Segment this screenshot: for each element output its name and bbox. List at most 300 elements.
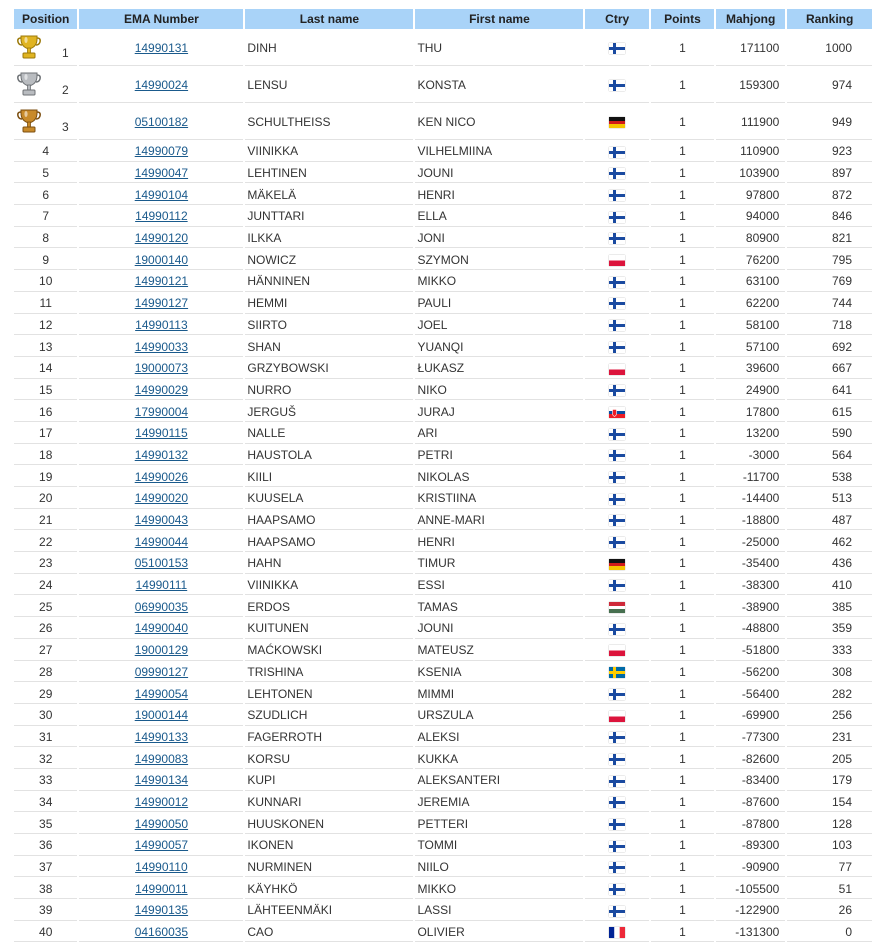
country-cell <box>585 381 649 401</box>
ranking-cell: 256 <box>787 706 872 726</box>
header-ranking[interactable]: Ranking <box>787 9 872 29</box>
first-name-cell: KRISTIINA <box>415 489 583 509</box>
ranking-cell: 615 <box>787 402 872 422</box>
first-name-cell: JONI <box>415 229 583 249</box>
country-cell <box>585 446 649 466</box>
points-cell: 1 <box>651 424 714 444</box>
table-row <box>14 446 872 466</box>
last-name-cell: JUNTTARI <box>245 207 413 227</box>
ranking-table <box>12 7 874 944</box>
last-name-cell: VIINIKKA <box>245 142 413 162</box>
position-cell: 11 <box>14 294 77 314</box>
ranking-cell: 744 <box>787 294 872 314</box>
fi-flag-icon <box>609 841 625 852</box>
points-cell: 1 <box>651 554 714 574</box>
fi-flag-icon <box>609 212 625 223</box>
ema-number-link[interactable]: 14990127 <box>134 296 189 311</box>
country-cell <box>585 684 649 704</box>
points-cell: 1 <box>651 771 714 791</box>
last-name-cell: NURMINEN <box>245 858 413 878</box>
ema-number-link[interactable]: 19000140 <box>134 252 189 267</box>
fi-flag-icon <box>609 342 625 353</box>
position-number: 3 <box>62 120 69 134</box>
country-cell <box>585 879 649 899</box>
table-row <box>14 684 872 704</box>
country-cell <box>585 185 649 205</box>
first-name-cell: KEN NICO <box>415 105 583 140</box>
points-cell: 1 <box>651 105 714 140</box>
ema-number-cell <box>79 814 243 834</box>
table-row <box>14 402 872 422</box>
first-name-cell: HENRI <box>415 532 583 552</box>
table-row <box>14 532 872 552</box>
position-cell: 21 <box>14 511 77 531</box>
first-name-cell: MIMMI <box>415 684 583 704</box>
mahjong-cell: 76200 <box>716 250 785 270</box>
points-cell: 1 <box>651 814 714 834</box>
table-row <box>14 316 872 336</box>
pl-flag-icon <box>609 711 625 722</box>
ema-number-cell <box>79 467 243 487</box>
header-points[interactable]: Points <box>651 9 714 29</box>
ranking-cell: 769 <box>787 272 872 292</box>
ema-number-link[interactable]: 14990079 <box>134 144 189 159</box>
points-cell: 1 <box>651 31 714 66</box>
country-cell <box>585 706 649 726</box>
ranking-cell: 436 <box>787 554 872 574</box>
ema-number-link[interactable]: 14990121 <box>134 274 189 289</box>
fi-flag-icon <box>609 797 625 808</box>
last-name-cell: LEHTONEN <box>245 684 413 704</box>
ema-number-link[interactable]: 14990050 <box>134 816 189 831</box>
ranking-cell: 821 <box>787 229 872 249</box>
position-cell: 33 <box>14 771 77 791</box>
last-name-cell: HAAPSAMO <box>245 511 413 531</box>
mahjong-cell: -90900 <box>716 858 785 878</box>
first-name-cell: OLIVIER <box>415 923 583 943</box>
header-last-name[interactable]: Last name <box>245 9 413 29</box>
ema-number-link[interactable]: 14990083 <box>134 751 189 766</box>
table-row <box>14 923 872 943</box>
ema-number-cell <box>79 31 243 66</box>
ema-number-link[interactable]: 14990020 <box>134 491 189 506</box>
ema-number-cell <box>79 142 243 162</box>
first-name-cell: MATEUSZ <box>415 641 583 661</box>
position-number: 1 <box>62 46 69 60</box>
first-name-cell: LASSI <box>415 901 583 921</box>
position-cell: 32 <box>14 749 77 769</box>
fi-flag-icon <box>609 580 625 591</box>
fi-flag-icon <box>609 429 625 440</box>
ema-number-link[interactable]: 14990104 <box>134 187 189 202</box>
position-cell: 29 <box>14 684 77 704</box>
ema-number-link[interactable]: 14990040 <box>134 621 189 636</box>
ema-number-cell <box>79 250 243 270</box>
position-cell <box>14 31 77 66</box>
ema-number-cell <box>79 836 243 856</box>
ranking-cell: 692 <box>787 337 872 357</box>
table-row <box>14 424 872 444</box>
fi-flag-icon <box>609 450 625 461</box>
table-row <box>14 554 872 574</box>
mahjong-cell: -18800 <box>716 511 785 531</box>
position-cell: 39 <box>14 901 77 921</box>
ema-number-cell <box>79 663 243 683</box>
points-cell: 1 <box>651 663 714 683</box>
points-cell: 1 <box>651 68 714 103</box>
ema-number-cell <box>79 706 243 726</box>
first-name-cell: JOUNI <box>415 619 583 639</box>
fi-flag-icon <box>609 754 625 765</box>
table-row <box>14 663 872 683</box>
ema-number-link[interactable]: 14990115 <box>135 426 188 441</box>
points-cell: 1 <box>651 619 714 639</box>
ema-number-link[interactable]: 14990135 <box>134 903 189 918</box>
mahjong-cell: -51800 <box>716 641 785 661</box>
last-name-cell: MAĆKOWSKI <box>245 641 413 661</box>
first-name-cell: ELLA <box>415 207 583 227</box>
table-row <box>14 641 872 661</box>
first-name-cell: SZYMON <box>415 250 583 270</box>
mahjong-cell: 39600 <box>716 359 785 379</box>
last-name-cell: KÄYHKÖ <box>245 879 413 899</box>
ema-number-link[interactable]: 05100182 <box>134 115 189 129</box>
last-name-cell: TRISHINA <box>245 663 413 683</box>
ranking-cell: 77 <box>787 858 872 878</box>
position-cell: 27 <box>14 641 77 661</box>
table-row <box>14 511 872 531</box>
last-name-cell: HEMMI <box>245 294 413 314</box>
points-cell: 1 <box>651 489 714 509</box>
table-row <box>14 706 872 726</box>
points-cell: 1 <box>651 901 714 921</box>
mahjong-cell: 13200 <box>716 424 785 444</box>
ema-number-cell <box>79 728 243 748</box>
fi-flag-icon <box>609 537 625 548</box>
position-cell: 23 <box>14 554 77 574</box>
ranking-cell: 282 <box>787 684 872 704</box>
ema-number-link[interactable]: 19000129 <box>134 643 189 658</box>
country-cell <box>585 576 649 596</box>
position-cell: 7 <box>14 207 77 227</box>
ema-number-cell <box>79 207 243 227</box>
ema-number-link[interactable]: 14990033 <box>134 339 189 354</box>
ema-number-link[interactable]: 19000144 <box>134 708 189 723</box>
position-cell: 28 <box>14 663 77 683</box>
ema-number-link[interactable]: 14990044 <box>134 534 189 549</box>
ema-number-link[interactable]: 04160035 <box>134 925 189 940</box>
last-name-cell: FAGERROTH <box>245 728 413 748</box>
table-row <box>14 858 872 878</box>
table-row <box>14 489 872 509</box>
first-name-cell: MIKKO <box>415 272 583 292</box>
first-name-cell: URSZULA <box>415 706 583 726</box>
last-name-cell: ILKKA <box>245 229 413 249</box>
ranking-cell: 462 <box>787 532 872 552</box>
country-cell <box>585 68 649 103</box>
ranking-cell: 333 <box>787 641 872 661</box>
ema-number-cell <box>79 641 243 661</box>
ema-number-link[interactable]: 14990111 <box>135 578 188 593</box>
ranking-cell: 359 <box>787 619 872 639</box>
points-cell: 1 <box>651 836 714 856</box>
last-name-cell: KUUSELA <box>245 489 413 509</box>
country-cell <box>585 814 649 834</box>
mahjong-cell: 63100 <box>716 272 785 292</box>
mahjong-cell: -82600 <box>716 749 785 769</box>
country-cell <box>585 272 649 292</box>
position-cell: 37 <box>14 858 77 878</box>
country-cell <box>585 359 649 379</box>
pl-flag-icon <box>609 364 625 375</box>
fi-flag-icon <box>609 80 625 91</box>
fi-flag-icon <box>609 385 625 396</box>
country-cell <box>585 207 649 227</box>
table-row <box>14 728 872 748</box>
ema-number-link[interactable]: 14990054 <box>134 686 189 701</box>
ema-number-cell <box>79 576 243 596</box>
points-cell: 1 <box>651 446 714 466</box>
last-name-cell: VIINIKKA <box>245 576 413 596</box>
fi-flag-icon <box>609 147 625 158</box>
mahjong-cell: -87800 <box>716 814 785 834</box>
fi-flag-icon <box>609 277 625 288</box>
country-cell <box>585 858 649 878</box>
ema-number-link[interactable]: 14990112 <box>135 209 188 224</box>
ema-number-link[interactable]: 09990127 <box>134 664 189 679</box>
ranking-cell: 26 <box>787 901 872 921</box>
ema-number-cell <box>79 597 243 617</box>
ema-number-link[interactable]: 14990110 <box>135 860 188 875</box>
ema-number-cell <box>79 316 243 336</box>
country-cell <box>585 337 649 357</box>
country-cell <box>585 511 649 531</box>
points-cell: 1 <box>651 728 714 748</box>
ema-number-link[interactable]: 06990035 <box>134 599 189 614</box>
header-position[interactable]: Position <box>14 9 77 29</box>
table-row <box>14 836 872 856</box>
ema-number-link[interactable]: 14990133 <box>134 729 189 744</box>
country-cell <box>585 316 649 336</box>
last-name-cell: HAUSTOLA <box>245 446 413 466</box>
country-cell <box>585 663 649 683</box>
last-name-cell: LENSU <box>245 68 413 103</box>
mahjong-cell: -48800 <box>716 619 785 639</box>
position-cell <box>14 68 77 103</box>
fi-flag-icon <box>609 862 625 873</box>
ema-number-cell <box>79 446 243 466</box>
ema-number-cell <box>79 185 243 205</box>
position-cell <box>14 105 77 140</box>
fi-flag-icon <box>609 168 625 179</box>
ranking-cell: 410 <box>787 576 872 596</box>
mahjong-cell: 110900 <box>716 142 785 162</box>
ranking-cell: 487 <box>787 511 872 531</box>
mahjong-cell: -56400 <box>716 684 785 704</box>
position-cell: 12 <box>14 316 77 336</box>
first-name-cell: PETRI <box>415 446 583 466</box>
ema-number-link[interactable]: 14990024 <box>134 78 189 92</box>
ema-number-link[interactable]: 14990047 <box>134 166 189 181</box>
points-cell: 1 <box>651 359 714 379</box>
last-name-cell: HUUSKONEN <box>245 814 413 834</box>
ema-number-link[interactable]: 14990134 <box>134 773 189 788</box>
first-name-cell: THU <box>415 31 583 66</box>
mahjong-cell: 97800 <box>716 185 785 205</box>
points-cell: 1 <box>651 532 714 552</box>
points-cell: 1 <box>651 858 714 878</box>
ranking-cell: 667 <box>787 359 872 379</box>
table-row <box>14 359 872 379</box>
mahjong-cell: 94000 <box>716 207 785 227</box>
country-cell <box>585 489 649 509</box>
mahjong-cell: -122900 <box>716 901 785 921</box>
ema-number-cell <box>79 164 243 184</box>
ema-number-link[interactable]: 14990029 <box>134 382 189 397</box>
ema-number-cell <box>79 532 243 552</box>
last-name-cell: DINH <box>245 31 413 66</box>
table-row <box>14 229 872 249</box>
mahjong-cell: -89300 <box>716 836 785 856</box>
last-name-cell: HAHN <box>245 554 413 574</box>
ranking-cell: 179 <box>787 771 872 791</box>
first-name-cell: ESSI <box>415 576 583 596</box>
position-cell: 40 <box>14 923 77 943</box>
mahjong-cell: 57100 <box>716 337 785 357</box>
points-cell: 1 <box>651 294 714 314</box>
ema-number-link[interactable]: 05100153 <box>134 556 189 571</box>
last-name-cell: KUPI <box>245 771 413 791</box>
mahjong-cell: -14400 <box>716 489 785 509</box>
position-cell: 38 <box>14 879 77 899</box>
points-cell: 1 <box>651 641 714 661</box>
ema-number-cell <box>79 68 243 103</box>
first-name-cell: TOMMI <box>415 836 583 856</box>
points-cell: 1 <box>651 576 714 596</box>
ranking-cell: 897 <box>787 164 872 184</box>
ema-number-cell <box>79 424 243 444</box>
ema-number-link[interactable]: 14990132 <box>134 447 189 462</box>
last-name-cell: HÄNNINEN <box>245 272 413 292</box>
ranking-cell: 949 <box>787 105 872 140</box>
last-name-cell: SHAN <box>245 337 413 357</box>
table-row <box>14 619 872 639</box>
table-row <box>14 901 872 921</box>
country-cell <box>585 597 649 617</box>
ema-number-cell <box>79 381 243 401</box>
ranking-cell: 590 <box>787 424 872 444</box>
header-first-name[interactable]: First name <box>415 9 583 29</box>
ranking-cell: 974 <box>787 68 872 103</box>
pl-flag-icon <box>609 255 625 266</box>
first-name-cell: PETTERI <box>415 814 583 834</box>
ranking-cell: 0 <box>787 923 872 943</box>
ema-number-cell <box>79 272 243 292</box>
fi-flag-icon <box>609 233 625 244</box>
first-name-cell: NIKO <box>415 381 583 401</box>
position-cell: 10 <box>14 272 77 292</box>
position-cell: 35 <box>14 814 77 834</box>
mahjong-cell: 17800 <box>716 402 785 422</box>
ema-number-cell <box>79 793 243 813</box>
last-name-cell: ERDOS <box>245 597 413 617</box>
points-cell: 1 <box>651 272 714 292</box>
last-name-cell: CAO <box>245 923 413 943</box>
mahjong-cell: -77300 <box>716 728 785 748</box>
de-flag-icon <box>609 117 625 128</box>
header-mahjong[interactable]: Mahjong <box>716 9 785 29</box>
ema-number-link[interactable]: 19000073 <box>134 361 189 376</box>
position-cell: 4 <box>14 142 77 162</box>
last-name-cell: NURRO <box>245 381 413 401</box>
country-cell <box>585 728 649 748</box>
table-row <box>14 185 872 205</box>
first-name-cell: KUKKA <box>415 749 583 769</box>
table-row <box>14 879 872 899</box>
mahjong-cell: -38900 <box>716 597 785 617</box>
ema-number-cell <box>79 923 243 943</box>
points-cell: 1 <box>651 923 714 943</box>
header-country[interactable]: Ctry <box>585 9 649 29</box>
last-name-cell: MÄKELÄ <box>245 185 413 205</box>
fi-flag-icon <box>609 298 625 309</box>
sk-flag-icon <box>609 407 625 418</box>
table-row <box>14 294 872 314</box>
table-row <box>14 68 872 103</box>
country-cell <box>585 749 649 769</box>
fi-flag-icon <box>609 190 625 201</box>
points-cell: 1 <box>651 250 714 270</box>
ema-number-cell <box>79 359 243 379</box>
table-row <box>14 105 872 140</box>
hu-flag-icon <box>609 602 625 613</box>
table-row <box>14 576 872 596</box>
ema-number-link[interactable]: 14990026 <box>134 469 189 484</box>
header-ema-number[interactable]: EMA Number <box>79 9 243 29</box>
fi-flag-icon <box>609 624 625 635</box>
points-cell: 1 <box>651 337 714 357</box>
fi-flag-icon <box>609 472 625 483</box>
ema-number-cell <box>79 294 243 314</box>
ema-number-link[interactable]: 14990113 <box>135 317 188 332</box>
position-cell: 16 <box>14 402 77 422</box>
ema-number-link[interactable]: 14990120 <box>134 231 189 246</box>
first-name-cell: TAMAS <box>415 597 583 617</box>
country-cell <box>585 771 649 791</box>
points-cell: 1 <box>651 793 714 813</box>
ema-number-link[interactable]: 14990011 <box>135 881 188 896</box>
last-name-cell: SCHULTHEISS <box>245 105 413 140</box>
points-cell: 1 <box>651 511 714 531</box>
points-cell: 1 <box>651 879 714 899</box>
se-flag-icon <box>609 667 625 678</box>
last-name-cell: SZUDLICH <box>245 706 413 726</box>
table-row <box>14 467 872 487</box>
ema-number-link[interactable]: 14990057 <box>134 838 189 853</box>
table-body <box>14 31 872 942</box>
ranking-cell: 51 <box>787 879 872 899</box>
ema-number-link[interactable]: 14990131 <box>134 41 189 55</box>
position-cell: 8 <box>14 229 77 249</box>
first-name-cell: JOUNI <box>415 164 583 184</box>
country-cell <box>585 164 649 184</box>
ema-number-link[interactable]: 17990004 <box>134 404 189 419</box>
first-name-cell: ANNE-MARI <box>415 511 583 531</box>
ema-number-link[interactable]: 14990043 <box>134 513 189 528</box>
ranking-cell: 718 <box>787 316 872 336</box>
ema-number-link[interactable]: 14990012 <box>134 794 189 809</box>
first-name-cell: ALEKSANTERI <box>415 771 583 791</box>
